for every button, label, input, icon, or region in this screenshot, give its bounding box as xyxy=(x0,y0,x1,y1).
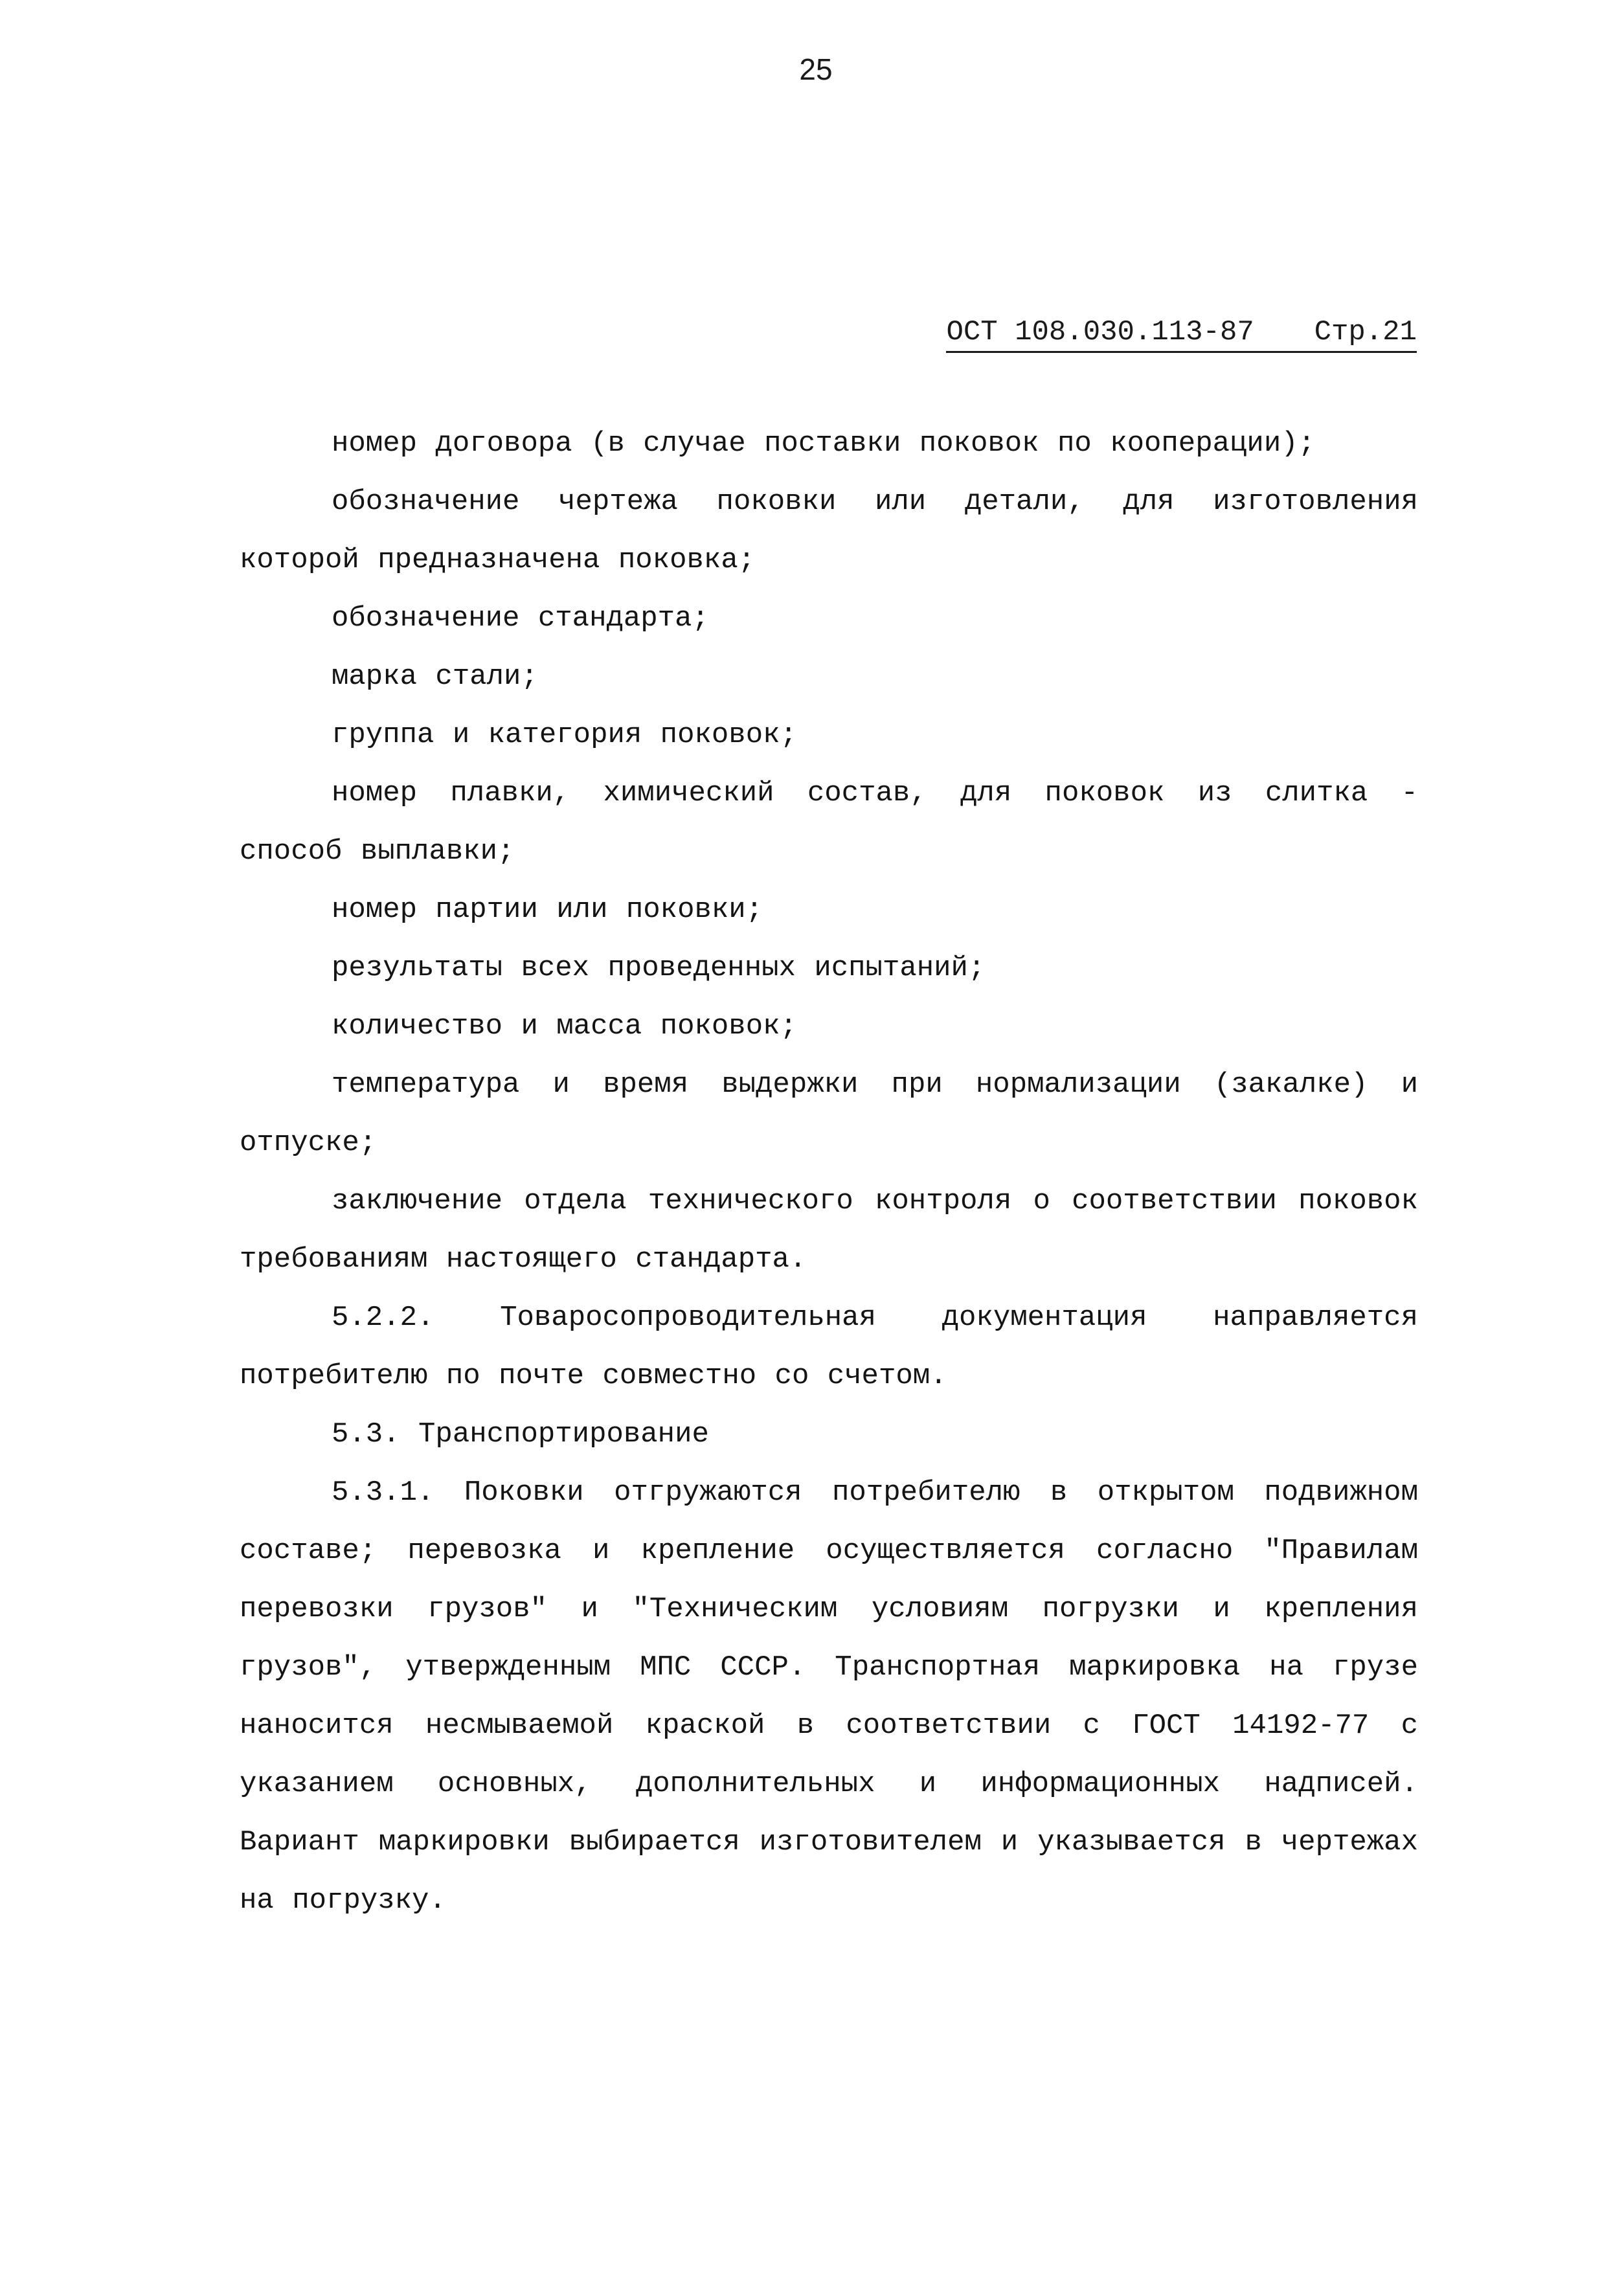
document-body xyxy=(240,414,1418,1930)
paragraph: марка стали; xyxy=(332,661,538,693)
paragraph: обозначение чертежа поковки или детали, для изготовления которой предназначена поковка; xyxy=(240,486,1418,576)
page-number: 25 xyxy=(799,52,833,86)
standard-header xyxy=(946,316,1417,353)
paragraph: количество и масса поковок; xyxy=(332,1010,797,1043)
section-paragraph: 5.3.1. Поковки отгружаются потребителю в открытом подвижном составе; перевозка и крепление осуществляется согласно "Правилам перевозки грузов" и "Техническим условиям погрузки и крепления грузов", утвержденным МПС СССР. Транспортная маркировка на грузе наносится несмываемой краской в соответствии с ГОСТ 14192-77 с указанием основных, дополнительных и информационных надписей. Вариант маркировки выбирается изготовителем и указывается в чертежах на погрузку. xyxy=(240,1476,1418,1917)
paragraph: результаты всех проведенных испытаний; xyxy=(332,952,986,984)
paragraph: номер партии или поковки; xyxy=(332,894,763,926)
paragraph: группа и категория поковок; xyxy=(332,719,797,751)
paragraph: заключение отдела технического контроля о соответствии поковок требованиям настоящего стандарта. xyxy=(240,1185,1418,1276)
paragraph: температура и время выдержки при нормализации (закалке) и отпуске; xyxy=(240,1068,1418,1159)
paragraph: номер плавки, химический состав, для поковок из слитка - способ выплавки; xyxy=(240,777,1418,868)
sheet-number: Стр.21 xyxy=(1314,316,1417,348)
section-paragraph: 5.2.2. Товаросопроводительная документация направляется потребителю по почте совместно со счетом. xyxy=(240,1302,1418,1392)
paragraph: номер договора (в случае поставки поковок по кооперации); xyxy=(332,427,1316,460)
paragraph: обозначение стандарта; xyxy=(332,602,709,635)
section-heading: 5.3. Транспортирование xyxy=(332,1418,709,1451)
standard-reference: ОСТ 108.030.113-87 xyxy=(946,316,1254,348)
